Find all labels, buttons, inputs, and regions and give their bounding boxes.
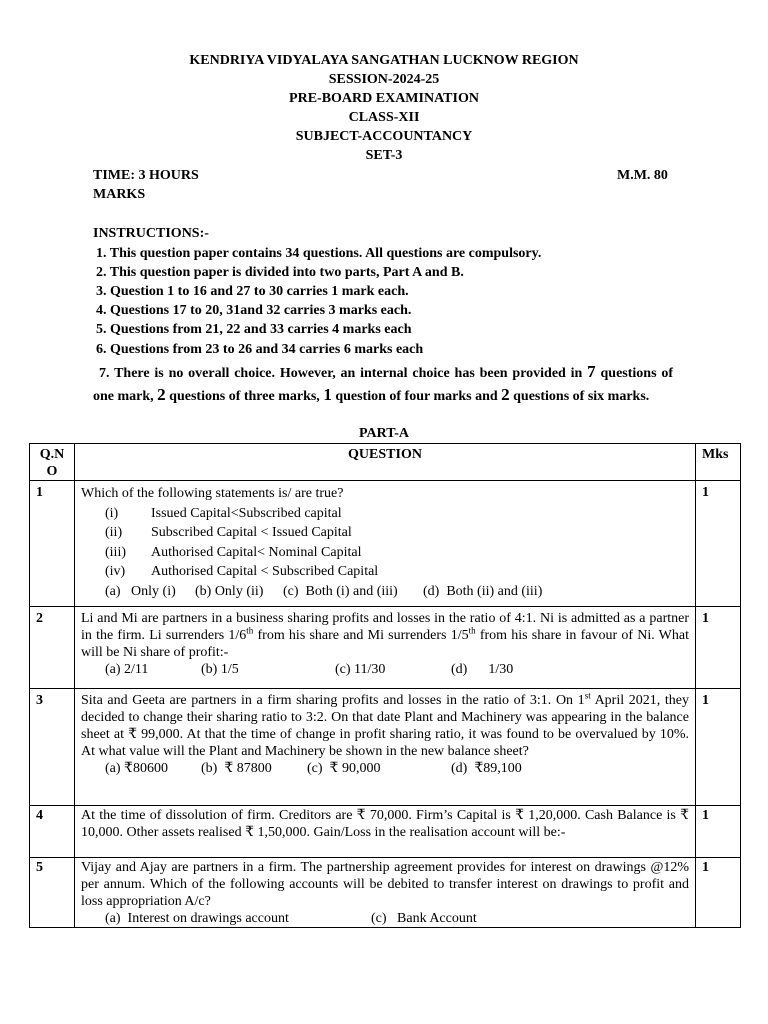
table-row [30, 806, 741, 858]
time-label: TIME: 3 HOURS [93, 168, 199, 183]
question-text [81, 692, 689, 760]
statement-item [81, 523, 689, 543]
statement-item [81, 504, 689, 524]
instruction-7-part-e: questions of six marks. [513, 389, 650, 404]
subject: SUBJECT-ACCOUNTANCY [295, 129, 473, 144]
question-cell [75, 607, 696, 689]
question-cell [75, 689, 696, 806]
statement-text: Authorised Capital< Nominal Capital [151, 544, 362, 560]
question-text [81, 610, 689, 661]
question-text-part: Li and Mi are partners in a business sharing profits and losses in the ratio of 4:1. Ni is admitted as a partner in the firm. Li surrenders 1/6 [81, 611, 689, 643]
question-cell [75, 858, 696, 928]
question-number: 2 [30, 607, 75, 689]
statement-number: (ii) [105, 525, 123, 540]
max-marks-label: M.M. 80 [617, 168, 668, 183]
class: CLASS-XII [348, 110, 420, 125]
question-cell [75, 481, 696, 607]
choice-count-one-mark: 7 [587, 362, 596, 381]
instruction-7 [93, 361, 673, 407]
ordinal-suffix: th [246, 625, 254, 636]
choice-b: (b) Only (ii) [195, 583, 264, 599]
answer-choices [81, 760, 689, 777]
session: SESSION-2024-25 [328, 72, 440, 87]
choice-d: (d) ₹89,100 [451, 761, 522, 776]
table-row [30, 481, 741, 607]
table-header-row [30, 444, 741, 481]
question-text-part: April 2021, they decided to change their sharing ratio to 3:2. On that date Plant and Machinery was appearing in the balance sheet at ₹ 99,000. At that the time of change in profit sharing ratio, it was found to be overvalued by 10%. At what value will the Plant and Machinery be shown in the new balance sheet? [81, 693, 689, 759]
question-number: 5 [30, 858, 75, 928]
choice-b: (b) ₹ 87800 [201, 761, 272, 776]
header-question [75, 444, 696, 481]
question-text: Which of the following statements is/ are true? [81, 486, 344, 501]
statement-number: (iv) [105, 564, 126, 579]
question-marks: 1 [696, 858, 741, 928]
choice-a: (a) Interest on drawings account [105, 911, 289, 926]
instructions-heading: INSTRUCTIONS:- [93, 226, 209, 241]
part-title: PART-A [358, 426, 410, 441]
statement-item [81, 562, 689, 582]
question-number: 1 [30, 481, 75, 607]
choice-d: (d) 1/30 [451, 662, 514, 677]
choice-c: (c) Bank Account [371, 911, 477, 926]
question-number: 3 [30, 689, 75, 806]
ordinal-suffix: st [584, 690, 591, 701]
statement-text: Authorised Capital < Subscribed Capital [151, 564, 379, 579]
choice-count-four-mark: 1 [323, 385, 332, 404]
answer-choices [81, 582, 689, 602]
choice-d: (d) Both (ii) and (iii) [423, 583, 543, 599]
choice-count-six-mark: 2 [501, 385, 510, 404]
choice-c: (c) ₹ 90,000 [307, 761, 381, 776]
exam-name: PRE-BOARD EXAMINATION [289, 91, 479, 106]
instruction-1: 1. This question paper contains 34 questions. All questions are compulsory. [96, 246, 542, 261]
instruction-7-part-c: questions of three marks, [169, 389, 320, 404]
header-marks-label: Mks [702, 447, 729, 462]
choice-b: (b) 1/5 [201, 662, 239, 677]
instruction-6: 6. Questions from 23 to 26 and 34 carries 6 marks each [96, 342, 424, 357]
instruction-5: 5. Questions from 21, 22 and 33 carries 4 marks each [96, 322, 412, 337]
question-text: Vijay and Ajay are partners in a firm. The partnership agreement provides for interest on drawings @12% per annum. Which of the following accounts will be debited to transfer interest on drawings to profit and loss appropriation A/c? [81, 860, 689, 909]
question-text-part: from his share and Mi surrenders 1/5 [253, 628, 469, 643]
statement-text: Subscribed Capital < Issued Capital [151, 525, 352, 540]
instruction-7-part-b: questions of one mark, [93, 366, 674, 404]
marks-wrap: MARKS [93, 187, 146, 202]
question-text-part: Sita and Geeta are partners in a firm sharing profits and losses in the ratio of 3:1. On 1 [81, 693, 585, 708]
table-row [30, 607, 741, 689]
instruction-2: 2. This question paper is divided into two parts, Part A and B. [96, 265, 464, 280]
choice-a: (a) ₹80600 [105, 761, 168, 776]
question-cell [75, 806, 696, 858]
header-qno [30, 444, 75, 481]
statement-text: Issued Capital<Subscribed capital [151, 505, 342, 521]
instruction-4: 4. Questions 17 to 20, 31and 32 carries 3 marks each. [96, 303, 412, 318]
header-qno-label: Q.N O [39, 447, 65, 479]
table-row [30, 689, 741, 806]
question-table [29, 443, 741, 928]
answer-choices [81, 661, 689, 678]
question-text: At the time of dissolution of firm. Creditors are ₹ 70,000. Firm’s Capital is ₹ 1,20,000. Cash Balance is ₹ 10,000. Other assets realised ₹ 1,50,000. Gain/Loss in the realisation account will be:- [81, 808, 689, 840]
choice-a: (a) 2/11 [105, 662, 149, 677]
question-text-part: from his share in favour of Ni. What will be Ni share of profit:- [81, 628, 690, 660]
choice-c: (c) Both (i) and (iii) [283, 583, 398, 599]
header-question-label: QUESTION [348, 447, 422, 462]
choice-a: (a) Only (i) [105, 583, 176, 599]
school-name: KENDRIYA VIDYALAYA SANGATHAN LUCKNOW REGION [189, 53, 579, 68]
ordinal-suffix: th [468, 625, 476, 636]
set-number: SET-3 [365, 148, 403, 163]
question-marks: 1 [696, 481, 741, 607]
header-marks [696, 444, 741, 481]
choice-count-three-mark: 2 [157, 385, 166, 404]
question-marks: 1 [696, 806, 741, 858]
question-number: 4 [30, 806, 75, 858]
question-marks: 1 [696, 607, 741, 689]
answer-choices [81, 910, 689, 927]
choice-c: (c) 11/30 [335, 662, 386, 677]
instruction-7-part-d: question of four marks and [335, 389, 498, 404]
instruction-3: 3. Question 1 to 16 and 27 to 30 carries 1 mark each. [96, 284, 409, 299]
statement-number: (i) [105, 505, 119, 521]
instruction-7-part-a: 7. There is no overall choice. However, an internal choice has been provided in [99, 366, 583, 381]
table-row [30, 858, 741, 928]
statement-item [81, 543, 689, 563]
statement-number: (iii) [105, 544, 126, 560]
question-marks: 1 [696, 689, 741, 806]
